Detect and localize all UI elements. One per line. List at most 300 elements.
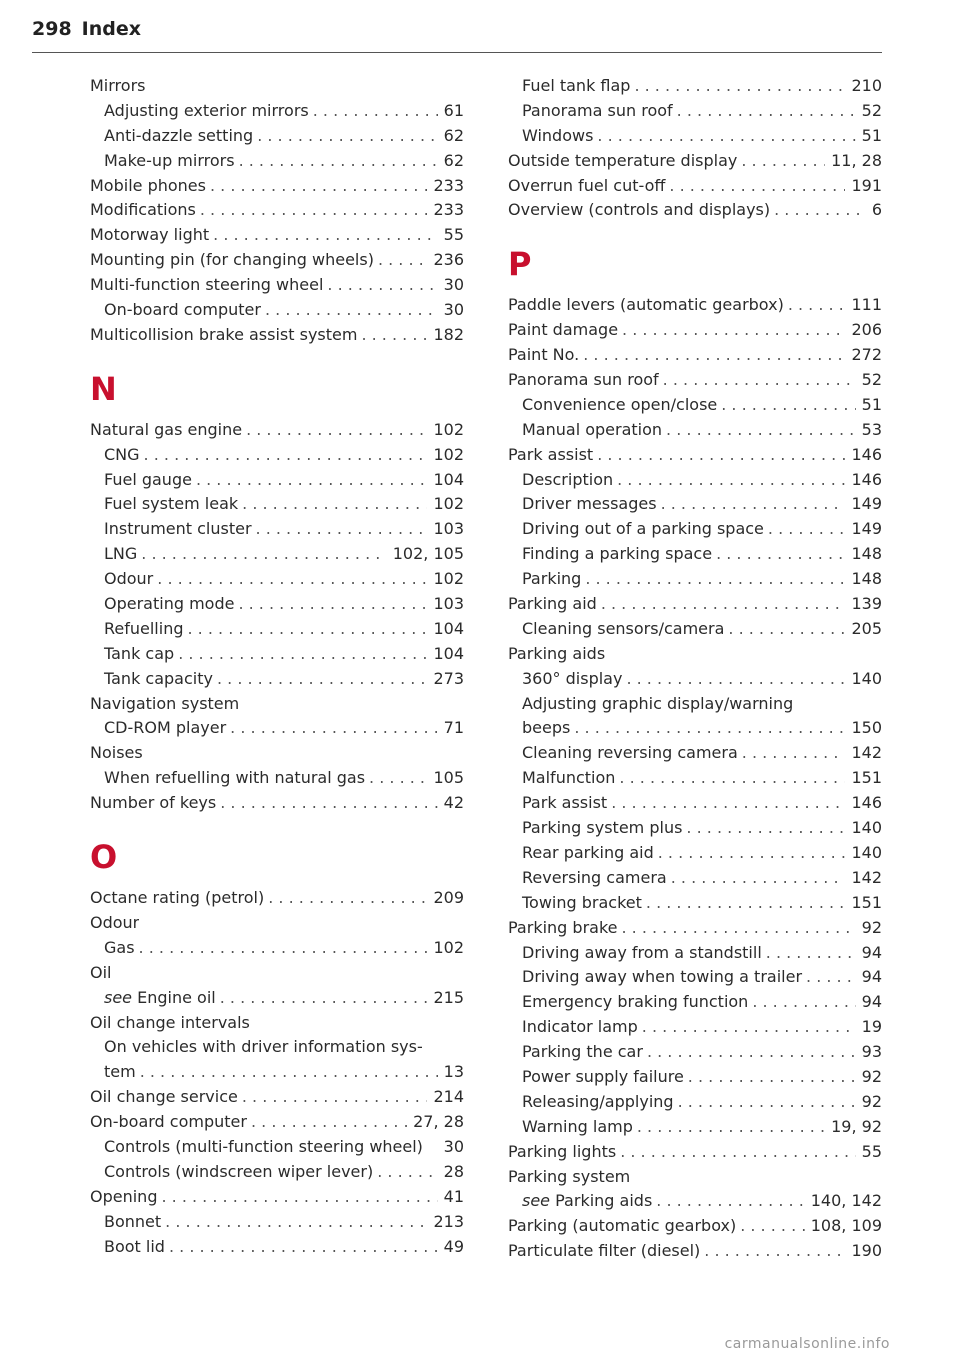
- index-subentry: [508, 1090, 882, 1115]
- entry-text: Parking the car: [522, 1042, 643, 1062]
- entry-text: Anti-dazzle setting: [104, 125, 254, 145]
- page-reference: 206: [851, 320, 882, 340]
- entry-text: Operating mode: [104, 594, 235, 614]
- entry-text: Driver messages: [522, 494, 657, 514]
- index-subentry: [90, 617, 464, 642]
- index-entry: [90, 248, 464, 273]
- page-reference: 182: [433, 324, 464, 344]
- entry-text: Refuelling: [104, 618, 184, 638]
- dot-leader: [658, 841, 846, 866]
- index-subentry: [508, 1065, 882, 1090]
- page-reference: 142: [851, 743, 882, 763]
- page-reference: 104: [433, 618, 464, 638]
- page-reference: 151: [851, 768, 882, 788]
- dot-leader: [768, 517, 846, 542]
- dot-leader: [637, 1115, 825, 1140]
- entry-text: Controls (windscreen wiper lever): [104, 1161, 374, 1181]
- dot-leader: [178, 642, 427, 667]
- index-letter-heading: N: [90, 369, 117, 408]
- entry-text: Number of keys: [90, 793, 217, 813]
- page-reference: 13: [443, 1062, 464, 1082]
- dot-leader: [620, 1140, 855, 1165]
- index-entry: [508, 1214, 882, 1239]
- index-entry: [508, 916, 882, 941]
- entry-text: Driving out of a parking space: [522, 519, 764, 539]
- index-subentry: [90, 1210, 464, 1235]
- index-column-right: [508, 74, 882, 1264]
- page-reference: 62: [443, 125, 464, 145]
- dot-leader: [666, 418, 856, 443]
- index-entry: [90, 911, 464, 936]
- index-subentry: [508, 617, 882, 642]
- dot-leader: [220, 986, 428, 1011]
- entry-text: Make-up mirrors: [104, 150, 235, 170]
- entry-text: Manual operation: [522, 419, 663, 439]
- watermark: carmanualsonline.info: [724, 1336, 890, 1352]
- index-subentry: [90, 642, 464, 667]
- entry-text: Paint damage: [508, 320, 619, 340]
- index-subentry: [508, 74, 882, 99]
- index-subentry: [90, 1035, 464, 1060]
- index-entry: [508, 293, 882, 318]
- dot-leader: [766, 941, 856, 966]
- entry-text: Tank capacity: [104, 668, 213, 688]
- entry-text: Fuel gauge: [104, 469, 192, 489]
- dot-leader: [686, 816, 845, 841]
- page-reference: 103: [433, 594, 464, 614]
- index-entry: [508, 1239, 882, 1264]
- page-reference: 146: [851, 444, 882, 464]
- entry-text: Power supply failure: [522, 1066, 684, 1086]
- index-subentry: [508, 841, 882, 866]
- index-subentry: [90, 468, 464, 493]
- index-letter-heading: O: [90, 838, 118, 877]
- dot-leader: [242, 492, 427, 517]
- entry-text: Adjusting exterior mirrors: [104, 100, 309, 120]
- page-reference: 108, 109: [810, 1216, 882, 1236]
- entry-text: When refuelling with natural gas: [104, 768, 366, 788]
- entry-text: Emergency braking function: [522, 992, 749, 1012]
- page-reference: 150: [851, 718, 882, 738]
- page-reference: 102: [433, 569, 464, 589]
- dot-leader: [242, 1085, 428, 1110]
- index-entry: [508, 198, 882, 223]
- index-entry: [90, 1011, 464, 1036]
- page-reference: 214: [433, 1087, 464, 1107]
- index-entry: [90, 323, 464, 348]
- page-reference: 102: [433, 494, 464, 514]
- entry-text: Driving away from a standstill: [522, 942, 762, 962]
- dot-leader: [752, 990, 855, 1015]
- index-subentry: [90, 124, 464, 149]
- index-entry: [508, 443, 882, 468]
- index-entry: [90, 692, 464, 717]
- entry-text: Controls (multi-function steering wheel): [104, 1136, 423, 1156]
- page-reference: 51: [861, 125, 882, 145]
- page-reference: 102: [433, 444, 464, 464]
- dot-leader: [165, 1210, 427, 1235]
- entry-text: Driving away when towing a trailer: [522, 967, 803, 987]
- dot-leader: [597, 124, 855, 149]
- index-subentry: [508, 517, 882, 542]
- dot-leader: [646, 891, 846, 916]
- entry-text: Adjusting graphic display/warning: [522, 693, 794, 713]
- index-subentry: [90, 567, 464, 592]
- index-subentry: [90, 716, 464, 741]
- dot-leader: [688, 1065, 856, 1090]
- page-reference: 6: [871, 200, 882, 220]
- index-subentry: [508, 692, 882, 717]
- entry-text: tem: [104, 1062, 136, 1082]
- dot-leader: [669, 174, 845, 199]
- entry-text: Modifications: [90, 200, 196, 220]
- page-reference: 148: [851, 544, 882, 564]
- dot-leader: [268, 886, 427, 911]
- page-reference: 190: [851, 1241, 882, 1261]
- dot-leader: [157, 567, 427, 592]
- page-header: [32, 18, 882, 53]
- entry-text: Oil change intervals: [90, 1012, 250, 1032]
- index-subentry: [508, 542, 882, 567]
- entry-text: On-board computer: [90, 1112, 247, 1132]
- index-subentry: [90, 298, 464, 323]
- index-subentry: [508, 468, 882, 493]
- index-entry: [90, 198, 464, 223]
- index-subentry: [508, 1115, 882, 1140]
- page-reference: 210: [851, 76, 882, 95]
- index-entry: [508, 318, 882, 343]
- page-reference: 61: [443, 100, 464, 120]
- index-subentry: [90, 517, 464, 542]
- entry-text: Mirrors: [90, 76, 146, 95]
- index-subentry: [508, 124, 882, 149]
- entry-text: Multi-function steering wheel: [90, 275, 324, 295]
- page-reference: 104: [433, 643, 464, 663]
- page-reference: 94: [861, 967, 882, 987]
- dot-leader: [583, 343, 845, 368]
- index-subentry: [90, 1235, 464, 1260]
- page-reference: 233: [433, 175, 464, 195]
- dot-leader: [597, 443, 845, 468]
- entry-text: Releasing/applying: [522, 1091, 674, 1111]
- dot-leader: [574, 716, 845, 741]
- page-reference: 49: [443, 1236, 464, 1256]
- entry-text: Parking lights: [508, 1141, 617, 1161]
- dot-leader: [256, 517, 428, 542]
- dot-leader: [642, 1015, 856, 1040]
- entry-text: Panorama sun roof: [522, 100, 673, 120]
- entry-text: Parking (automatic gearbox): [508, 1216, 737, 1236]
- dot-leader: [617, 468, 845, 493]
- entry-text: Paddle levers (automatic gearbox): [508, 295, 784, 315]
- page-reference: 140: [851, 668, 882, 688]
- page-reference: 42: [443, 793, 464, 813]
- page-reference: 53: [861, 419, 882, 439]
- see-reference: see: [104, 987, 133, 1007]
- page-reference: 30: [443, 300, 464, 320]
- index-entry: [90, 1110, 464, 1135]
- page-reference: 236: [433, 250, 464, 270]
- dot-leader: [671, 866, 846, 891]
- page-reference: 94: [861, 992, 882, 1012]
- index-subentry: [508, 866, 882, 891]
- page-reference: 19, 92: [831, 1116, 882, 1136]
- entry-text: Mobile phones: [90, 175, 206, 195]
- page-reference: 233: [433, 200, 464, 220]
- index-entry: [90, 174, 464, 199]
- entry-text: Octane rating (petrol): [90, 888, 265, 908]
- index-entry: [90, 961, 464, 986]
- page-reference: 30: [443, 275, 464, 295]
- entry-text: Oil: [90, 962, 112, 982]
- entry-text: Parking system plus: [522, 818, 683, 838]
- index-entry: [508, 174, 882, 199]
- index-subentry: [508, 816, 882, 841]
- dot-leader: [230, 716, 437, 741]
- index-entry: [508, 642, 882, 667]
- page-reference: 111: [851, 295, 882, 315]
- page-reference: 139: [851, 594, 882, 614]
- entry-text: Mounting pin (for changing wheels): [90, 250, 374, 270]
- dot-leader: [239, 149, 438, 174]
- dot-leader: [622, 318, 845, 343]
- entry-text: Warning lamp: [522, 1116, 633, 1136]
- section-title: Index: [81, 18, 142, 40]
- entry-text: Navigation system: [90, 693, 240, 713]
- page-reference: 27, 28: [413, 1112, 464, 1132]
- page-reference: 92: [861, 1091, 882, 1111]
- index-subentry: [90, 592, 464, 617]
- page-reference: 149: [851, 519, 882, 539]
- index-subentry: [90, 99, 464, 124]
- page-reference: 142: [851, 867, 882, 887]
- index-subentry: [508, 941, 882, 966]
- index-subentry: [508, 393, 882, 418]
- page-reference: 102, 105: [392, 544, 464, 564]
- index-subentry: [508, 716, 882, 741]
- entry-text: Indicator lamp: [522, 1017, 638, 1037]
- dot-leader: [740, 1214, 805, 1239]
- index-subentry: [90, 667, 464, 692]
- page-reference: 272: [851, 345, 882, 365]
- index-subentry: [508, 990, 882, 1015]
- entry-text: CD-ROM player: [104, 718, 227, 738]
- dot-leader: [788, 293, 846, 318]
- entry-text: Instrument cluster: [104, 519, 252, 539]
- entry-text: Rear parking aid: [522, 842, 654, 862]
- page-reference: 148: [851, 569, 882, 589]
- page-reference: 93: [861, 1042, 882, 1062]
- entry-text: Motorway light: [90, 225, 210, 245]
- dot-leader: [238, 592, 427, 617]
- page-reference: 209: [433, 888, 464, 908]
- entry-text: Description: [522, 469, 614, 489]
- entry-text: Parking aid: [508, 594, 597, 614]
- entry-text: Outside temperature display: [508, 150, 738, 170]
- page-reference: 30: [443, 1136, 464, 1156]
- dot-leader: [378, 248, 428, 273]
- index-subentry: [508, 1040, 882, 1065]
- index-entry: [90, 886, 464, 911]
- index-entry: [508, 1165, 882, 1190]
- page-reference: 151: [851, 892, 882, 912]
- entry-text: Oil change service: [90, 1087, 238, 1107]
- index-entry: [90, 1185, 464, 1210]
- dot-leader: [213, 223, 438, 248]
- dot-leader: [377, 1160, 437, 1185]
- page-reference: 92: [861, 917, 882, 937]
- index-letter-heading: P: [508, 245, 532, 284]
- entry-text: CNG: [104, 444, 140, 464]
- page-reference: 205: [851, 618, 882, 638]
- page-reference: 146: [851, 793, 882, 813]
- index-column-left: [90, 74, 464, 1259]
- index-subentry: [90, 149, 464, 174]
- dot-leader: [806, 965, 856, 990]
- entry-text: Tank cap: [104, 643, 175, 663]
- dot-leader: [220, 791, 437, 816]
- page-number: 298: [32, 18, 72, 40]
- index-subentry: [90, 936, 464, 961]
- entry-text: beeps: [522, 718, 571, 738]
- entry-text: Noises: [90, 743, 143, 763]
- index-subentry: [508, 965, 882, 990]
- index-subentry: [90, 766, 464, 791]
- dot-leader: [257, 124, 437, 149]
- entry-text: Cleaning reversing camera: [522, 743, 738, 763]
- page-reference: 55: [443, 225, 464, 245]
- index-entry: [90, 791, 464, 816]
- index-subentry: [508, 667, 882, 692]
- index-subentry: [508, 492, 882, 517]
- index-entry: [508, 343, 882, 368]
- dot-leader: [741, 149, 825, 174]
- dot-leader: [141, 542, 386, 567]
- dot-leader: [716, 542, 845, 567]
- index-subentry: [508, 791, 882, 816]
- entry-text: Boot lid: [104, 1236, 165, 1256]
- entry-text: Finding a parking space: [522, 544, 713, 564]
- dot-leader: [585, 567, 845, 592]
- dot-leader: [704, 1239, 845, 1264]
- dot-leader: [721, 393, 855, 418]
- page-reference: 273: [433, 668, 464, 688]
- dot-leader: [327, 273, 437, 298]
- index-subentry: [508, 766, 882, 791]
- index-entry: [508, 368, 882, 393]
- page-reference: 215: [433, 987, 464, 1007]
- entry-text: Parking brake: [508, 917, 618, 937]
- index-subentry: [90, 1160, 464, 1185]
- entry-text: Panorama sun roof: [508, 370, 659, 390]
- entry-text: Natural gas engine: [90, 419, 243, 439]
- dot-leader: [200, 198, 428, 223]
- index-subentry: [508, 1189, 882, 1214]
- dot-leader: [210, 174, 427, 199]
- index-entry: [508, 1140, 882, 1165]
- index-entry: [508, 149, 882, 174]
- dot-leader: [663, 368, 856, 393]
- page-reference: 213: [433, 1211, 464, 1231]
- index-subentry: [508, 741, 882, 766]
- page-reference: 191: [851, 175, 882, 195]
- page-reference: 52: [861, 370, 882, 390]
- index-entry: [90, 741, 464, 766]
- entry-text: Convenience open/close: [522, 394, 718, 414]
- page-reference: 105: [433, 768, 464, 788]
- entry-text: Parking aids: [508, 643, 606, 663]
- index-entry: [90, 418, 464, 443]
- dot-leader: [677, 99, 856, 124]
- dot-leader: [656, 1189, 804, 1214]
- entry-text: 360° display: [522, 668, 623, 688]
- dot-leader: [251, 1110, 407, 1135]
- dot-leader: [626, 667, 845, 692]
- entry-text: Park assist: [522, 793, 608, 813]
- page-reference: 62: [443, 150, 464, 170]
- index-subentry: [508, 418, 882, 443]
- page-reference: 94: [861, 942, 882, 962]
- entry-text: Parking: [522, 569, 582, 589]
- entry-text: LNG: [104, 544, 138, 564]
- index-subentry: [90, 492, 464, 517]
- entry-text: Gas: [104, 937, 135, 957]
- entry-text: Fuel system leak: [104, 494, 239, 514]
- entry-text: Fuel tank flap: [522, 76, 631, 95]
- dot-leader: [774, 198, 866, 223]
- page-reference: 140, 142: [810, 1191, 882, 1211]
- entry-text: Bonnet: [104, 1211, 162, 1231]
- entry-text: Multicollision brake assist system: [90, 324, 358, 344]
- page-reference: 71: [443, 718, 464, 738]
- page-reference: 102: [433, 937, 464, 957]
- entry-text: Overrun fuel cut-off: [508, 175, 666, 195]
- dot-leader: [169, 1235, 438, 1260]
- dot-leader: [196, 468, 428, 493]
- page-reference: 55: [861, 1141, 882, 1161]
- dot-leader: [369, 766, 427, 791]
- dot-leader: [611, 791, 845, 816]
- page-reference: 149: [851, 494, 882, 514]
- dot-leader: [140, 1060, 438, 1085]
- page-reference: 52: [861, 100, 882, 120]
- page-reference: 92: [861, 1066, 882, 1086]
- entry-text: Engine oil: [137, 987, 216, 1007]
- see-reference: see: [522, 1191, 551, 1211]
- dot-leader: [139, 936, 428, 961]
- index-subentry: [508, 567, 882, 592]
- dot-leader: [634, 74, 845, 99]
- index-entry: [508, 592, 882, 617]
- entry-text: On vehicles with driver information sys-: [104, 1037, 423, 1057]
- entry-text: Windows: [522, 125, 594, 145]
- index-subentry: [508, 99, 882, 124]
- entry-text: Park assist: [508, 444, 594, 464]
- dot-leader: [728, 617, 845, 642]
- dot-leader: [619, 766, 845, 791]
- page-reference: 102: [433, 419, 464, 439]
- index-subentry: [90, 443, 464, 468]
- page-reference: 146: [851, 469, 882, 489]
- entry-text: Paint No.: [508, 345, 580, 365]
- dot-leader: [601, 592, 846, 617]
- dot-leader: [265, 298, 438, 323]
- page-reference: 51: [861, 394, 882, 414]
- index-subentry: [508, 1015, 882, 1040]
- page-reference: 28: [443, 1161, 464, 1181]
- page-reference: 104: [433, 469, 464, 489]
- dot-leader: [144, 443, 428, 468]
